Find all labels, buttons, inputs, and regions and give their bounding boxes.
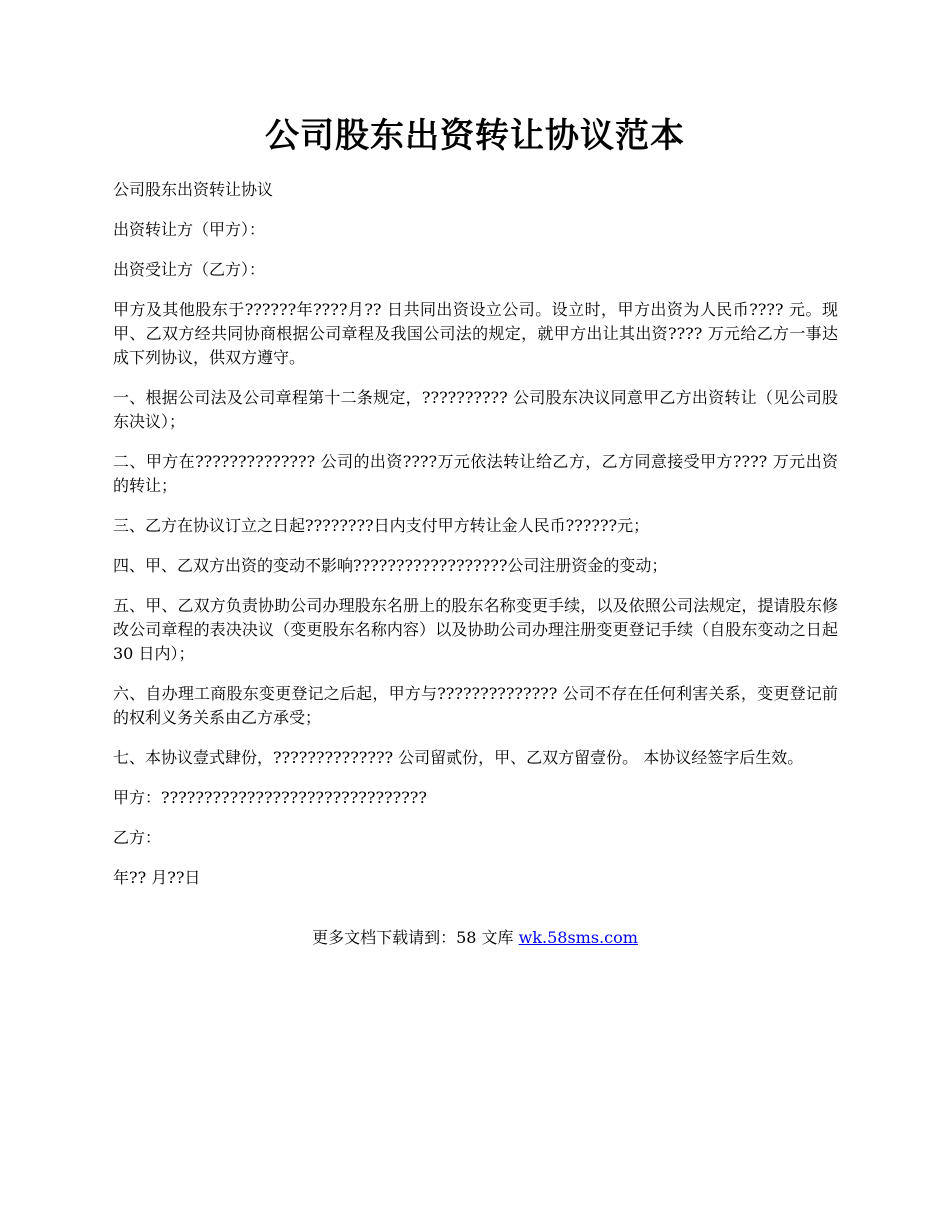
signature-party-a: 甲方：??????????????????????????????? — [113, 788, 427, 807]
document-body — [113, 178, 838, 906]
paragraph-transferee: 出资受让方（乙方）： — [113, 260, 266, 279]
paragraph-clause-6: 六、自办理工商股东变更登记之后起，甲方与?????????????? 公司不存在任何利害关系，变更登记前的权利义务关系由乙方承受； — [113, 684, 838, 727]
paragraph-heading: 公司股东出资转让协议 — [113, 180, 274, 199]
footer-link[interactable]: wk.58sms.com — [518, 928, 638, 947]
paragraph-clause-7: 七、本协议壹式肆份，?????????????? 公司留贰份，甲、乙双方留壹份。 本协议经签字后生效。 — [113, 748, 804, 767]
paragraph-transferor: 出资转让方（甲方）： — [113, 220, 266, 239]
document-title: 公司股东出资转让协议范本 — [265, 116, 685, 156]
signature-party-b: 乙方： — [113, 828, 162, 847]
paragraph-clause-4: 四、甲、乙双方出资的变动不影响??????????????????公司注册资金的变动； — [113, 556, 668, 575]
paragraph-clause-2: 二、甲方在?????????????? 公司的出资????万元依法转让给乙方，乙方同意接受甲方???? 万元出资的转让； — [113, 452, 838, 495]
paragraph-clause-3: 三、乙方在协议订立之日起????????日内支付甲方转让金人民币??????元； — [113, 516, 650, 535]
paragraph-preamble: 甲方及其他股东于??????年????月?? 日共同出资设立公司。设立时，甲方出资为人民币???? 元。现甲、乙双方经共同协商根据公司章程及我国公司法的规定，就甲方出让其出资???? 万元给乙方一事达成下列协议，供双方遵守。 — [113, 300, 838, 367]
paragraph-clause-5: 五、甲、乙双方负责协助公司办理股东名册上的股东名称变更手续，以及依照公司法规定，提请股东修改公司章程的表决决议（变更股东名称内容）以及协助公司办理注册变更登记手续（自股东变动之日起 30 日内）； — [113, 596, 838, 663]
signature-date: 年?? 月??日 — [113, 868, 201, 887]
paragraph-clause-1: 一、根据公司法及公司章程第十二条规定，?????????? 公司股东决议同意甲乙方出资转让（见公司股东决议）； — [113, 388, 838, 431]
footer — [0, 926, 950, 950]
footer-text: 更多文档下载请到：58 文库 — [312, 928, 519, 947]
